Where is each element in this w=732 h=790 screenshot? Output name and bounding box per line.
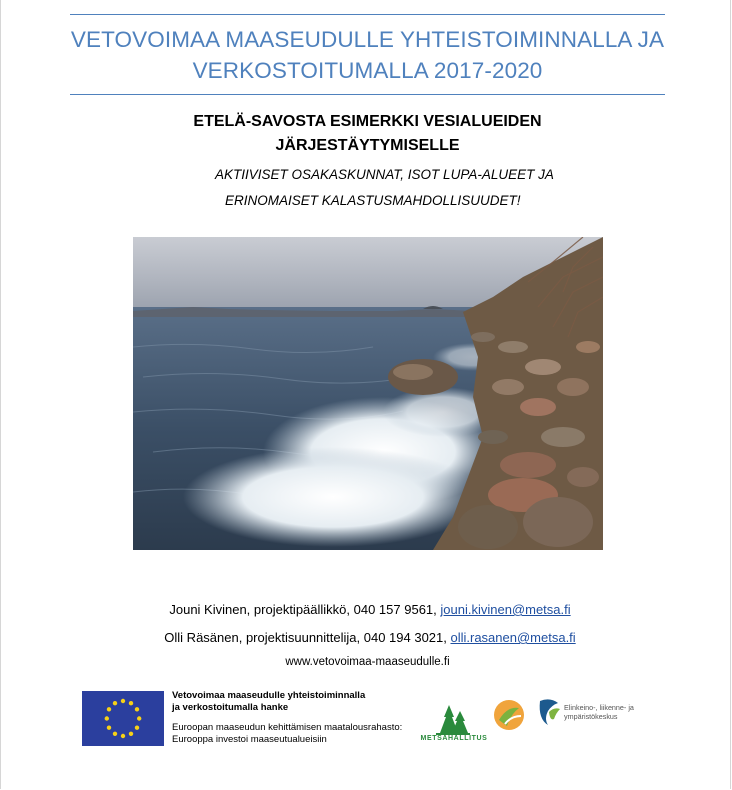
project-name-line2: ja verkostoitumalla hanke bbox=[172, 701, 289, 713]
lake-shore-photo-illustration bbox=[133, 237, 603, 550]
header-rule-bottom bbox=[70, 94, 665, 95]
contact-olli-email-link[interactable]: olli.rasanen@metsa.fi bbox=[450, 630, 576, 645]
ely-line1: Elinkeino-, liikenne- ja bbox=[564, 703, 634, 712]
subtitle-line2: JÄRJESTÄYTYMISELLE bbox=[275, 137, 460, 154]
subtitle-line1: ETELÄ-SAVOSTA ESIMERKKI VESIALUEIDEN bbox=[193, 113, 542, 130]
contact-jouni bbox=[100, 601, 640, 619]
ely-text bbox=[564, 703, 654, 721]
header-rule-top bbox=[70, 14, 665, 15]
contact-jouni-text: Jouni Kivinen, projektipäällikkö, 040 157 9561, bbox=[169, 602, 441, 617]
metsahallitus-label: METSÄHALLITUS bbox=[420, 735, 488, 742]
website-url[interactable]: www.vetovoimaa-maaseudulle.fi bbox=[285, 656, 450, 668]
project-name-line1: Vetovoimaa maaseudulle yhteistoiminnalla bbox=[172, 690, 366, 701]
project-funding-text bbox=[172, 690, 422, 745]
contact-jouni-email-link[interactable]: jouni.kivinen@metsa.fi bbox=[440, 602, 571, 617]
main-title bbox=[60, 24, 675, 86]
fund-line1: Euroopan maaseudun kehittämisen maatalousrahasto: bbox=[172, 722, 403, 733]
contact-olli bbox=[100, 629, 640, 647]
lake-shore-photo bbox=[133, 237, 603, 550]
leader-logo-icon bbox=[493, 698, 525, 732]
ely-line2: ympäristökeskus bbox=[564, 712, 618, 721]
main-title-line1: VETOVOIMAA MAASEUDULLE YHTEISTOIMINNALLA JA bbox=[70, 27, 665, 52]
contact-olli-text: Olli Räsänen, projektisuunnittelija, 040 194 3021, bbox=[164, 630, 451, 645]
ely-logo-icon bbox=[536, 697, 562, 727]
tagline-line1: AKTIIVISET OSAKASKUNNAT, ISOT LUPA-ALUEET JA bbox=[215, 167, 554, 182]
eu-flag-icon bbox=[82, 691, 164, 746]
subtitle bbox=[140, 110, 595, 158]
main-title-line2: VERKOSTOITUMALLA 2017-2020 bbox=[192, 58, 543, 83]
fund-line2: Eurooppa investoi maaseutualueisiin bbox=[172, 733, 327, 745]
tagline-line2: ERINOMAISET KALASTUSMAHDOLLISUUDET! bbox=[225, 193, 521, 208]
